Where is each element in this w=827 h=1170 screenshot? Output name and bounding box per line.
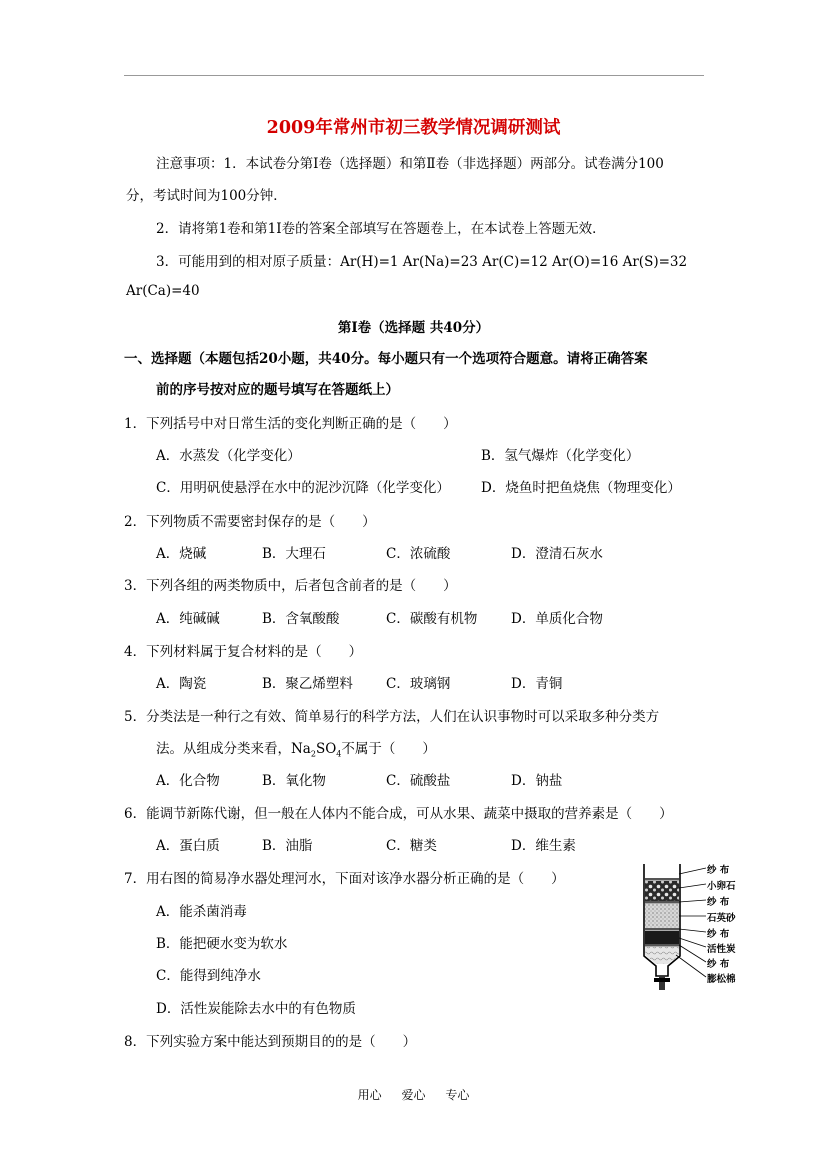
question-4-stem: 4．下列材料属于复合材料的是（ ）	[124, 644, 363, 660]
water-filter-figure	[632, 860, 782, 1000]
question-3-stem: 3．下列各组的两类物质中，后者包含前者的是（ ）	[124, 578, 457, 594]
question-5-option-d: D．钠盐	[511, 773, 563, 789]
question-5-option-a: A．化合物	[156, 773, 220, 789]
question-6-option-b: B．油脂	[262, 838, 313, 854]
question-6-option-c: C．糖类	[386, 838, 437, 854]
question-3-option-b: B．含氧酸酸	[262, 611, 340, 627]
question-2-option-a: A．烧碱	[156, 546, 207, 562]
question-5-option-c: C．硫酸盐	[386, 773, 451, 789]
filter-label-activated-carbon: 活性炭	[707, 944, 736, 955]
part1-heading-cont: 前的序号按对应的题号填写在答题纸上）	[156, 382, 399, 398]
page-footer	[0, 1086, 827, 1103]
question-5-stem: 5．分类法是一种行之有效、简单易行的科学方法，人们在认识事物时可以采取多种分类方	[124, 709, 660, 725]
question-3-option-c: C．碳酸有机物	[386, 611, 478, 627]
question-7-option-b: B．能把硬水变为软水	[156, 936, 288, 952]
question-5-stem-cont: 法。从组成分类来看，$Na_2SO_4$不属于（ ）	[156, 741, 436, 759]
question-1-stem: 1．下列括号中对日常生活的变化判断正确的是（ ）	[124, 416, 457, 432]
page-title: 2009年常州市初三教学情况调研测试	[266, 118, 561, 138]
question-7-stem: 7．用右图的简易净水器处理河水，下面对该净水器分析正确的是（ ）	[124, 871, 565, 887]
question-6-stem: 6．能调节新陈代谢，但一般在人体内不能合成，可从水果、蔬菜中摄取的营养素是（ ）	[124, 806, 673, 822]
filter-label-cotton: 膨松棉	[707, 974, 736, 985]
question-8-stem: 8．下列实验方案中能达到预期目的的是（ ）	[124, 1034, 417, 1050]
question-4-option-b: B．聚乙烯塑料	[262, 676, 353, 692]
header-rule	[124, 75, 704, 76]
filter-label-gauze-3: 纱 布	[707, 929, 730, 940]
filter-label-gauze-2: 纱 布	[707, 897, 730, 908]
question-1-option-c: C．用明矾使悬浮在水中的泥沙沉降（化学变化）	[156, 480, 450, 496]
filter-label-gauze-4: 纱 布	[707, 959, 730, 970]
question-4-option-a: A．陶瓷	[156, 676, 207, 692]
question-2-option-c: C．浓硫酸	[386, 546, 451, 562]
question-4-option-d: D．青铜	[511, 676, 563, 692]
question-6-option-a: A．蛋白质	[156, 838, 220, 854]
question-3-option-a: A．纯碱碱	[156, 611, 220, 627]
section-title: 第Ⅰ卷（选择题 共40分）	[337, 320, 490, 336]
question-4-option-c: C．玻璃钢	[386, 676, 451, 692]
filter-label-gauze-1: 纱 布	[707, 865, 730, 876]
question-7-option-d: D．活性炭能除去水中的有色物质	[156, 1001, 356, 1017]
question-3-option-d: D．单质化合物	[511, 611, 603, 627]
question-1-option-a: A．水蒸发（化学变化）	[156, 448, 301, 464]
question-6-option-d: D．维生素	[511, 838, 576, 854]
notice-line-3: 2．请将第1卷和第1I卷的答案全部填写在答题卷上，在本试卷上答题无效．	[156, 221, 606, 237]
part1-heading: 一、选择题（本题包括20小题，共40分。每小题只有一个选项符合题意。请将正确答案	[124, 351, 648, 367]
question-2-stem: 2．下列物质不需要密封保存的是（ ）	[124, 514, 376, 530]
question-7-option-a: A．能杀菌消毒	[156, 904, 247, 920]
question-2-option-b: B．大理石	[262, 546, 326, 562]
filter-label-quartz-sand: 石英砂	[707, 913, 736, 924]
question-7-option-c: C．能得到纯净水	[156, 968, 261, 984]
question-5-option-b: B．氧化物	[262, 773, 326, 789]
water-filter-drawing	[632, 860, 708, 1000]
filter-label-pebbles: 小卵石	[707, 881, 736, 892]
notice-line-5: Ar(Ca)=40	[126, 283, 200, 299]
notice-line-4: 3．可能用到的相对原子质量：Ar(H)=1 Ar(Na)=23 Ar(C)=12 Ar(O)=16 Ar(S)=32	[156, 254, 688, 270]
footer-text-1: 用心	[357, 1088, 382, 1102]
question-1-option-b: B．氢气爆炸（化学变化）	[481, 448, 640, 464]
question-2-option-d: D．澄清石灰水	[511, 546, 603, 562]
notice-line-1: 注意事项：1．本试卷分第Ⅰ卷（选择题）和第Ⅱ卷（非选择题）两部分。试卷满分100	[156, 156, 664, 172]
footer-text-2: 爱心	[401, 1088, 426, 1102]
notice-line-2: 分，考试时间为100分钟．	[126, 188, 287, 204]
footer-text-3: 专心	[445, 1088, 470, 1102]
question-1-option-d: D．烧鱼时把鱼烧焦（物理变化）	[481, 480, 681, 496]
